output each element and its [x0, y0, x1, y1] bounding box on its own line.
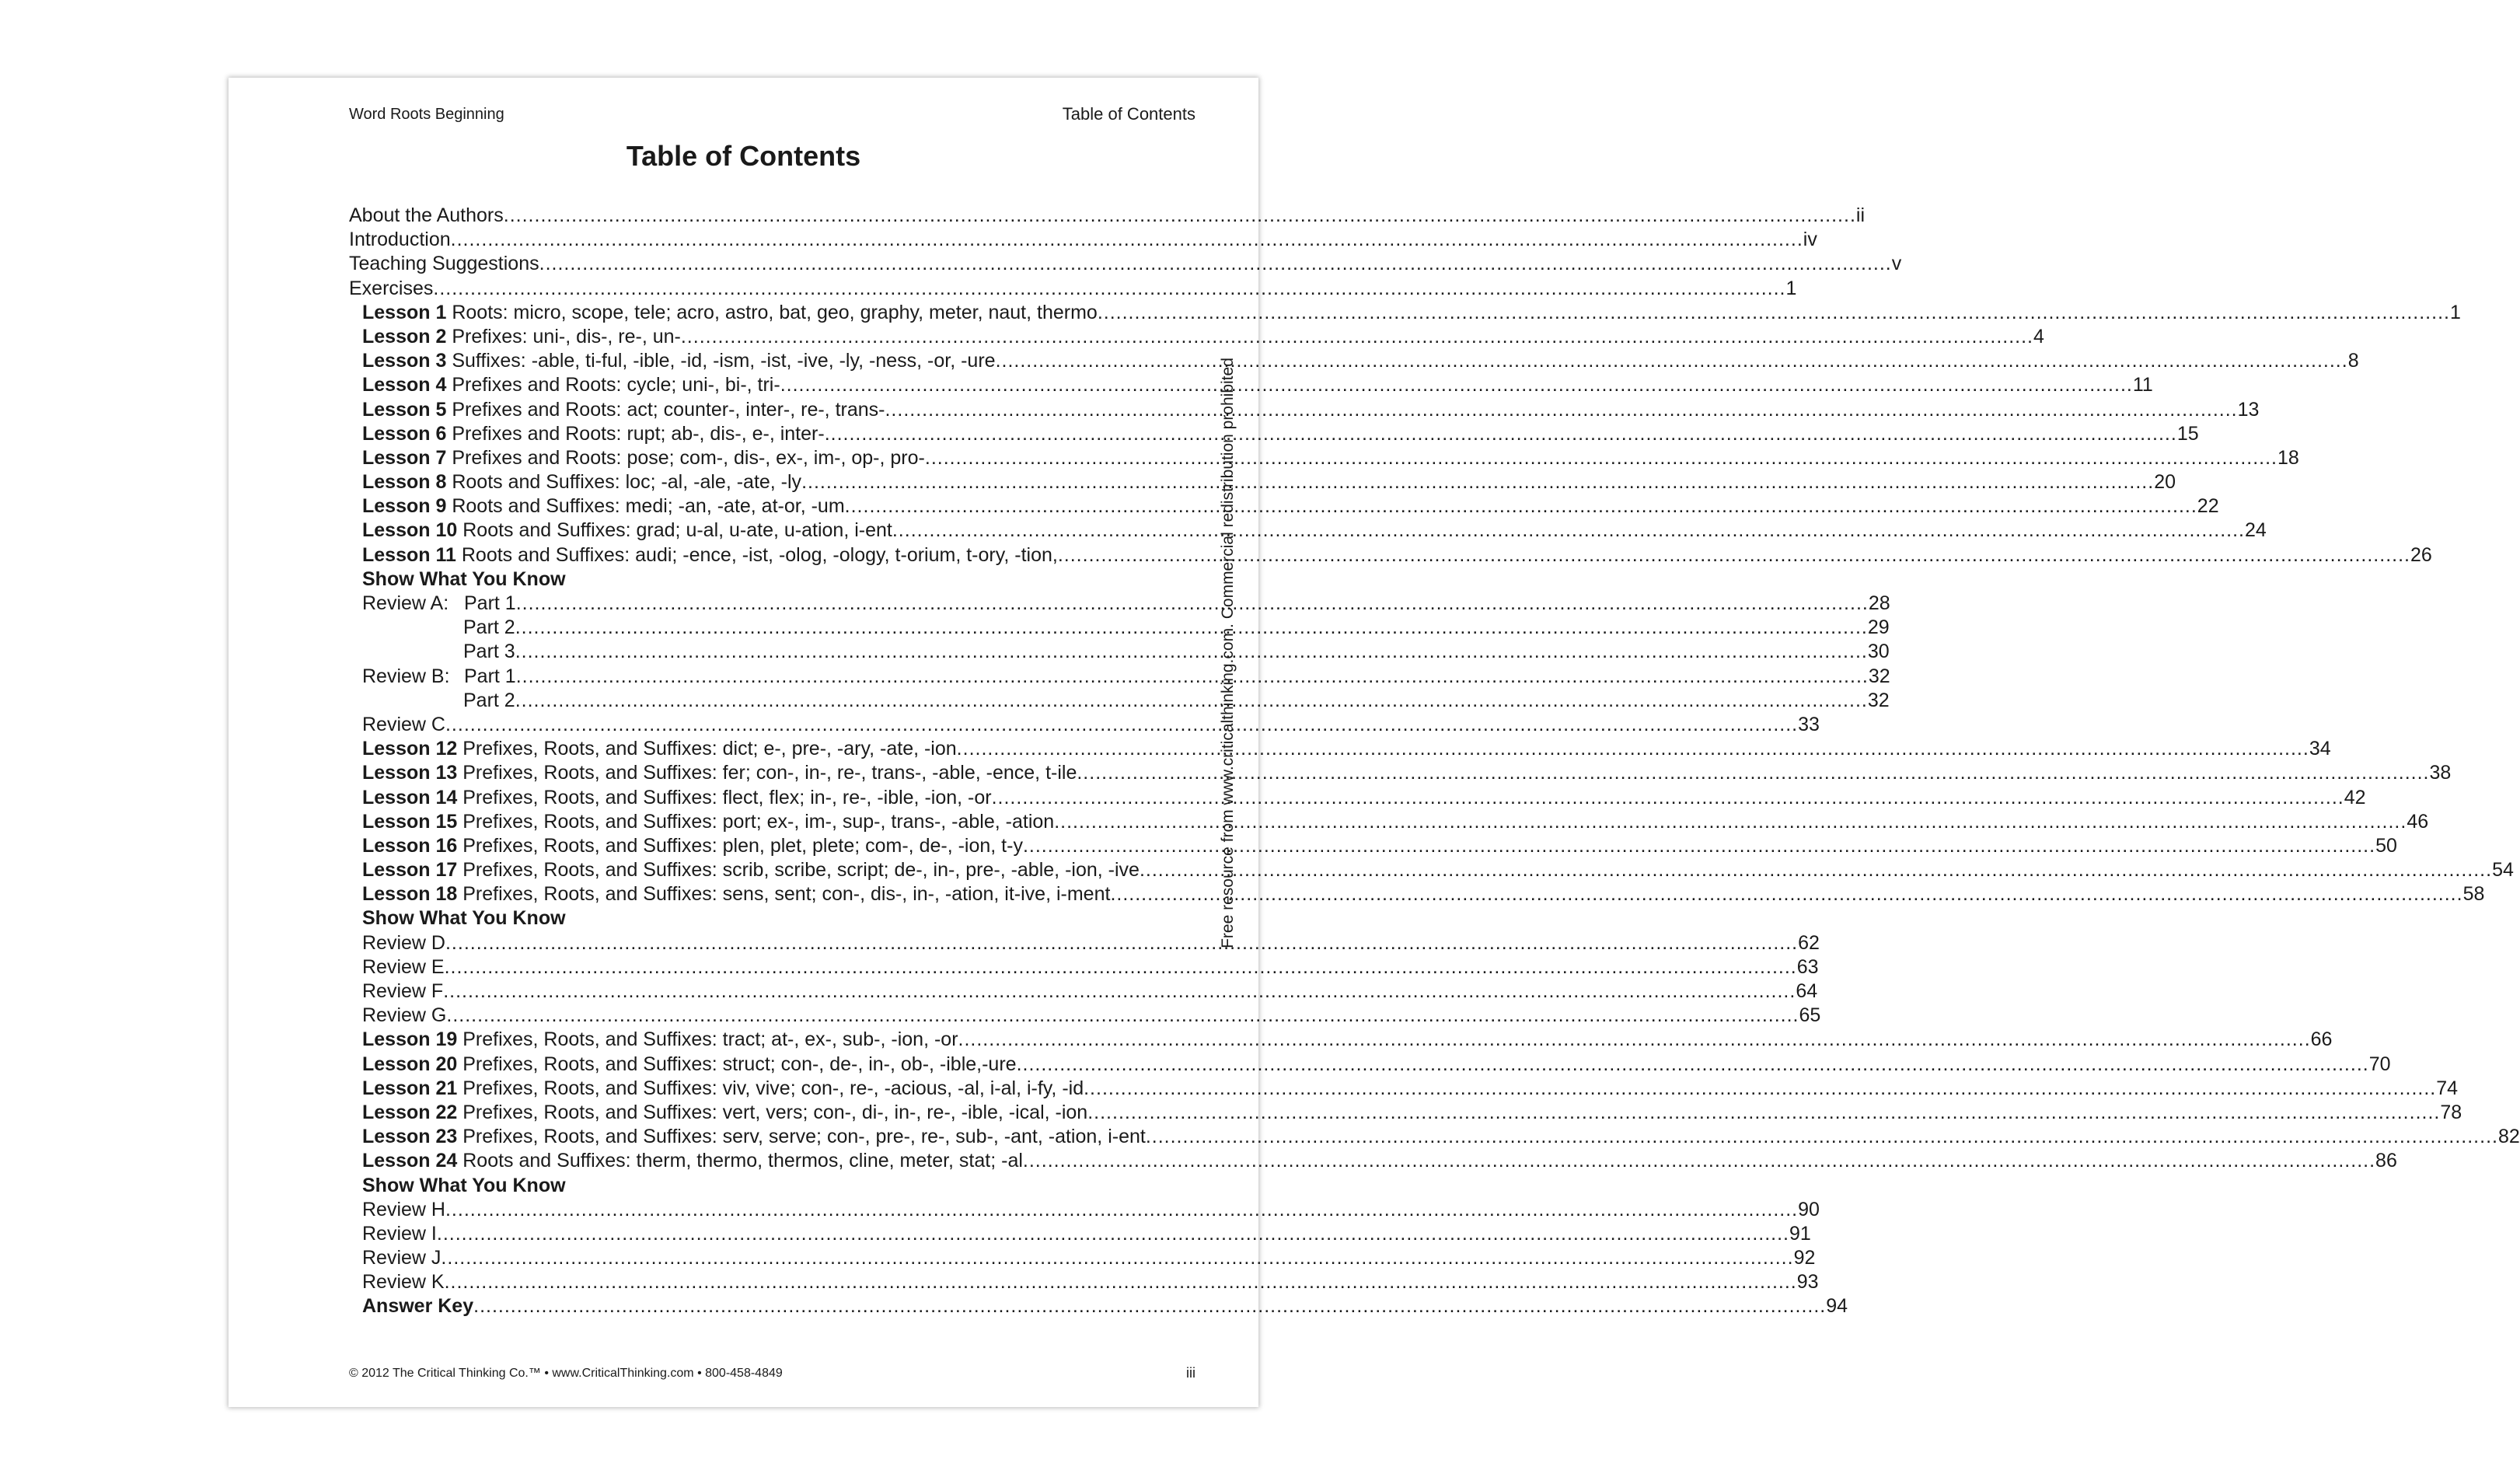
dot-leader — [445, 955, 1797, 979]
toc-review-entry — [349, 1246, 1816, 1270]
toc-page-number: 34 — [2309, 738, 2331, 760]
lesson-label: Lesson 22 — [362, 1101, 458, 1123]
toc-page-number: ii — [1855, 204, 1866, 226]
toc-page-number: 15 — [2176, 422, 2199, 445]
toc-entry — [349, 204, 1866, 228]
toc-page-number: 32 — [1867, 689, 1890, 711]
toc-page-number: 13 — [2237, 398, 2260, 421]
toc-lesson-entry — [349, 494, 2219, 519]
dot-leader — [516, 665, 1869, 689]
toc-review-entry — [349, 1198, 1820, 1222]
dot-leader — [515, 640, 1868, 664]
dot-leader — [801, 470, 2154, 494]
side-watermark-note: Free resource from www.criticalthinking.com. Commercial redistribution prohibited — [1219, 358, 1237, 948]
toc-page-number: 86 — [2375, 1150, 2397, 1172]
lesson-label: Lesson 1 — [362, 301, 447, 323]
toc-page-number: 64 — [1796, 980, 1818, 1002]
lesson-label: Lesson 14 — [362, 786, 458, 808]
dot-leader — [1087, 1101, 2440, 1125]
lesson-description: Roots and Suffixes: therm, thermo, thermos, cline, meter, stat; -al — [462, 1150, 1023, 1172]
review-label: Review D — [362, 931, 445, 954]
dot-leader — [1054, 810, 2407, 834]
toc-review-entry — [349, 640, 1890, 664]
toc-page-number: 62 — [1798, 931, 1820, 954]
review-part: Part 2 — [463, 616, 515, 639]
toc-review-entry — [349, 1270, 1819, 1294]
dot-leader — [445, 931, 1798, 955]
lesson-label: Lesson 11 — [362, 543, 456, 566]
toc-page-number: 70 — [2368, 1053, 2391, 1075]
dot-leader — [1023, 1149, 2375, 1173]
lesson-label: Lesson 18 — [362, 883, 458, 906]
dot-leader — [1098, 301, 2450, 325]
dot-leader — [925, 446, 2277, 470]
dot-leader — [780, 373, 2133, 397]
toc-lesson-entry — [349, 349, 2359, 373]
review-label: Review B: — [362, 665, 450, 687]
toc-page-number: 18 — [2277, 446, 2299, 469]
lesson-description: Roots: micro, scope, tele; acro, astro, bat, geo, graphy, meter, naut, thermo — [452, 301, 1098, 323]
review-label: Review H — [362, 1198, 445, 1220]
dot-leader — [443, 979, 1796, 1004]
lesson-label: Lesson 24 — [362, 1150, 458, 1172]
lesson-description: Prefixes, Roots, and Suffixes: scrib, scribe, script; de-, in-, pre-, -able, -ion, -ive — [462, 859, 1140, 882]
toc-page-number: 32 — [1868, 665, 1890, 687]
dot-leader — [433, 277, 1785, 301]
dot-leader — [504, 204, 1856, 228]
review-label: Review I — [362, 1222, 437, 1245]
dot-leader — [446, 1004, 1799, 1028]
lesson-label: Lesson 23 — [362, 1126, 458, 1148]
toc-review-entry — [349, 616, 1890, 640]
toc-lesson-entry — [349, 761, 2452, 785]
dot-leader — [845, 494, 2197, 519]
toc-page-number: 38 — [2429, 762, 2452, 784]
toc-lesson-entry — [349, 810, 2429, 834]
toc-page-number: 90 — [1798, 1198, 1820, 1220]
dot-leader — [992, 786, 2344, 810]
dot-leader — [1017, 1053, 2369, 1077]
toc-entry-title: Introduction — [349, 229, 451, 251]
toc-review-entry — [349, 592, 1890, 616]
dot-leader — [957, 737, 2309, 761]
footer-copyright: © 2012 The Critical Thinking Co.™ • www.CriticalThinking.com • 800-458-4849 — [349, 1367, 783, 1380]
dot-leader — [515, 689, 1868, 713]
toc-page-number: 50 — [2375, 834, 2397, 857]
review-label: Review E — [362, 955, 445, 978]
page-title: Table of Contents — [626, 140, 861, 172]
running-header-left: Word Roots Beginning — [349, 106, 504, 123]
lesson-description: Roots and Suffixes: grad; u-al, u-ate, u-ation, i-ent — [462, 519, 892, 542]
dot-leader — [515, 616, 1868, 640]
section-heading: Show What You Know — [362, 907, 566, 930]
toc-lesson-entry — [349, 1125, 2520, 1149]
lesson-label: Lesson 4 — [362, 374, 447, 396]
toc-lesson-entry — [349, 1077, 2459, 1101]
lesson-description: Prefixes and Roots: pose; com-, dis-, ex-, im-, op-, pro- — [452, 446, 925, 469]
toc-page-number: 24 — [2245, 519, 2267, 542]
lesson-label: Lesson 16 — [362, 834, 458, 857]
toc-lesson-entry — [349, 470, 2176, 494]
toc-lesson-entry — [349, 543, 2432, 567]
toc-page-number: 8 — [2347, 350, 2359, 372]
toc-page-number: 42 — [2344, 786, 2366, 808]
toc-review-entry — [349, 665, 1890, 689]
toc-lesson-entry — [349, 834, 2397, 858]
lesson-description: Prefixes, Roots, and Suffixes: tract; at-, ex-, sub-, -ion, -or — [462, 1028, 958, 1051]
toc-lesson-entry — [349, 325, 2044, 349]
review-label: Review J — [362, 1247, 442, 1269]
toc-page-number: 58 — [2462, 883, 2485, 906]
toc-page-number: 28 — [1868, 592, 1890, 614]
toc-lesson-entry — [349, 398, 2260, 422]
lesson-description: Prefixes and Roots: rupt; ab-, dis-, e-, inter- — [452, 422, 825, 445]
review-label: Review C — [362, 713, 445, 735]
dot-leader — [885, 398, 2237, 422]
toc-entry-answer-key — [349, 1294, 1848, 1318]
toc-page-number: 82 — [2497, 1126, 2520, 1148]
toc-review-entry — [349, 979, 1818, 1004]
toc-page-number: iv — [1803, 229, 1817, 251]
toc-review-entry — [349, 1222, 1811, 1246]
toc-page-number: 1 — [2449, 301, 2461, 323]
dot-leader — [1084, 1077, 2436, 1101]
review-part: Part 3 — [463, 641, 515, 663]
lesson-label: Lesson 6 — [362, 422, 447, 445]
lesson-description: Suffixes: -able, ti-ful, -ible, -id, -ism, -ist, -ive, -ly, -ness, -or, -ure — [452, 350, 996, 372]
toc-page-number: 26 — [2410, 543, 2432, 566]
toc-page-number: 20 — [2154, 471, 2176, 494]
lesson-label: Lesson 9 — [362, 495, 447, 518]
toc-lesson-entry — [349, 422, 2199, 446]
lesson-label: Lesson 21 — [362, 1077, 458, 1099]
dot-leader — [451, 228, 1803, 252]
toc-page-number: 78 — [2440, 1101, 2462, 1123]
toc-page-number: v — [1891, 253, 1902, 275]
lesson-description: Prefixes, Roots, and Suffixes: viv, vive; con-, re-, -acious, -al, i-al, i-fy, -id — [462, 1077, 1084, 1099]
lesson-label: Lesson 3 — [362, 350, 447, 372]
toc-lesson-entry — [349, 1028, 2333, 1052]
section-heading: Show What You Know — [362, 567, 566, 590]
toc-page-number: 66 — [2310, 1028, 2333, 1051]
toc-lesson-entry — [349, 519, 2267, 543]
dot-leader — [445, 713, 1798, 737]
lesson-label: Lesson 15 — [362, 810, 458, 833]
section-heading: Show What You Know — [362, 1174, 566, 1196]
lesson-description: Prefixes, Roots, and Suffixes: fer; con-, in-, re-, trans-, -able, -ence, t-ile — [462, 762, 1077, 784]
dot-leader — [892, 519, 2245, 543]
dot-leader — [1110, 882, 2462, 906]
toc-review-entry — [349, 689, 1890, 713]
lesson-label: Lesson 10 — [362, 519, 458, 542]
toc-page-number: 4 — [2033, 325, 2044, 347]
review-part: Part 2 — [463, 689, 515, 711]
dot-leader — [1140, 858, 2492, 882]
toc-review-entry — [349, 931, 1820, 955]
toc-lesson-entry — [349, 1149, 2397, 1173]
lesson-description: Prefixes and Roots: act; counter-, inter-, re-, trans- — [452, 398, 885, 421]
lesson-description: Prefixes, Roots, and Suffixes: struct; con-, de-, in-, ob-, -ible,-ure — [462, 1053, 1017, 1075]
review-label: Review F — [362, 980, 444, 1002]
lesson-label: Lesson 13 — [362, 762, 458, 784]
toc-page-number: 30 — [1867, 641, 1890, 663]
toc-review-entry — [349, 713, 1820, 737]
review-part: Part 1 — [464, 592, 516, 614]
dot-leader — [539, 252, 1892, 276]
dot-leader — [441, 1246, 1793, 1270]
lesson-description: Prefixes, Roots, and Suffixes: vert, vers; con-, di-, in-, re-, -ible, -ical, -ion — [462, 1101, 1088, 1123]
page-number: iii — [1186, 1365, 1195, 1381]
toc-page-number: 94 — [1826, 1295, 1848, 1318]
lesson-description: Roots and Suffixes: medi; -an, -ate, at-or, -um — [452, 495, 845, 518]
dot-leader — [958, 1028, 2311, 1052]
dot-leader — [516, 592, 1869, 616]
toc-lesson-entry — [349, 737, 2331, 761]
toc-page-number: 29 — [1867, 616, 1890, 639]
dot-leader — [1077, 761, 2429, 785]
toc-page-number: 54 — [2492, 859, 2514, 882]
lesson-label: Lesson 8 — [362, 471, 447, 494]
lesson-description: Roots and Suffixes: audi; -ence, -ist, -olog, -ology, t-orium, t-ory, -tion, — [461, 543, 1058, 566]
toc-lesson-entry — [349, 1053, 2391, 1077]
lesson-description: Prefixes: uni-, dis-, re-, un- — [452, 325, 681, 347]
toc-page-number: 91 — [1789, 1222, 1811, 1245]
running-header-right: Table of Contents — [1062, 104, 1195, 124]
toc-review-entry — [349, 955, 1819, 979]
toc-lesson-entry — [349, 882, 2485, 906]
review-label: Review A: — [362, 592, 449, 614]
lesson-label: Lesson 5 — [362, 398, 447, 421]
toc-lesson-entry — [349, 1101, 2462, 1125]
dot-leader — [1058, 543, 2410, 567]
review-label: Review G — [362, 1004, 447, 1027]
toc-review-entry — [349, 1004, 1821, 1028]
toc-page-number: 74 — [2436, 1077, 2459, 1099]
dot-leader — [1146, 1125, 2498, 1149]
toc-page-number: 1 — [1785, 277, 1797, 299]
lesson-label: Lesson 7 — [362, 446, 447, 469]
dot-leader — [681, 325, 2033, 349]
toc-page-number: 93 — [1796, 1271, 1819, 1294]
toc-entry-title: Exercises — [349, 277, 434, 299]
toc-page-number: 46 — [2407, 810, 2429, 833]
dot-leader — [445, 1198, 1798, 1222]
toc-entry — [349, 277, 1797, 301]
lesson-label: Lesson 2 — [362, 325, 447, 347]
toc-entry-title: Teaching Suggestions — [349, 253, 539, 275]
toc-page-number: 65 — [1799, 1004, 1821, 1027]
document-page — [229, 78, 2520, 1407]
lesson-description: Prefixes, Roots, and Suffixes: plen, plet, plete; com-, de-, -ion, t-y — [462, 834, 1023, 857]
dot-leader — [473, 1294, 1826, 1318]
toc-lesson-entry — [349, 301, 2461, 325]
lesson-description: Prefixes, Roots, and Suffixes: flect, flex; in-, re-, -ible, -ion, -or — [462, 786, 992, 808]
lesson-label: Lesson 20 — [362, 1053, 458, 1075]
toc-page-number: 11 — [2132, 374, 2153, 396]
dot-leader — [996, 349, 2348, 373]
lesson-description: Prefixes, Roots, and Suffixes: sens, sent; con-, dis-, in-, -ation, it-ive, i-ment — [462, 883, 1111, 906]
lesson-description: Prefixes, Roots, and Suffixes: serv, serve; con-, pre-, re-, sub-, -ant, -ation, i-ent — [462, 1126, 1146, 1148]
review-label: Review K — [362, 1271, 445, 1294]
toc-lesson-entry — [349, 858, 2514, 882]
toc-entry — [349, 252, 1902, 276]
toc-lesson-entry — [349, 373, 2153, 397]
toc-page-number: 33 — [1798, 713, 1820, 735]
dot-leader — [825, 422, 2177, 446]
toc-page-number: 22 — [2197, 495, 2219, 518]
lesson-label: Lesson 19 — [362, 1028, 458, 1051]
dot-leader — [437, 1222, 1789, 1246]
review-part: Part 1 — [464, 665, 516, 687]
toc-entry-title: Answer Key — [362, 1295, 474, 1318]
toc-page-number: 63 — [1796, 955, 1819, 978]
lesson-label: Lesson 17 — [362, 859, 458, 882]
lesson-description: Roots and Suffixes: loc; -al, -ale, -ate, -ly — [452, 471, 802, 494]
lesson-description: Prefixes and Roots: cycle; uni-, bi-, tri- — [452, 374, 780, 396]
toc-entry — [349, 228, 1817, 252]
dot-leader — [445, 1270, 1797, 1294]
lesson-description: Prefixes, Roots, and Suffixes: dict; e-, pre-, -ary, -ate, -ion — [462, 738, 957, 760]
lesson-description: Prefixes, Roots, and Suffixes: port; ex-, im-, sup-, trans-, -able, -ation — [462, 810, 1055, 833]
toc-page-number: 92 — [1793, 1247, 1816, 1269]
lesson-label: Lesson 12 — [362, 738, 458, 760]
toc-entry-title: About the Authors — [349, 204, 504, 226]
toc-lesson-entry — [349, 786, 2366, 810]
toc-lesson-entry — [349, 446, 2299, 470]
